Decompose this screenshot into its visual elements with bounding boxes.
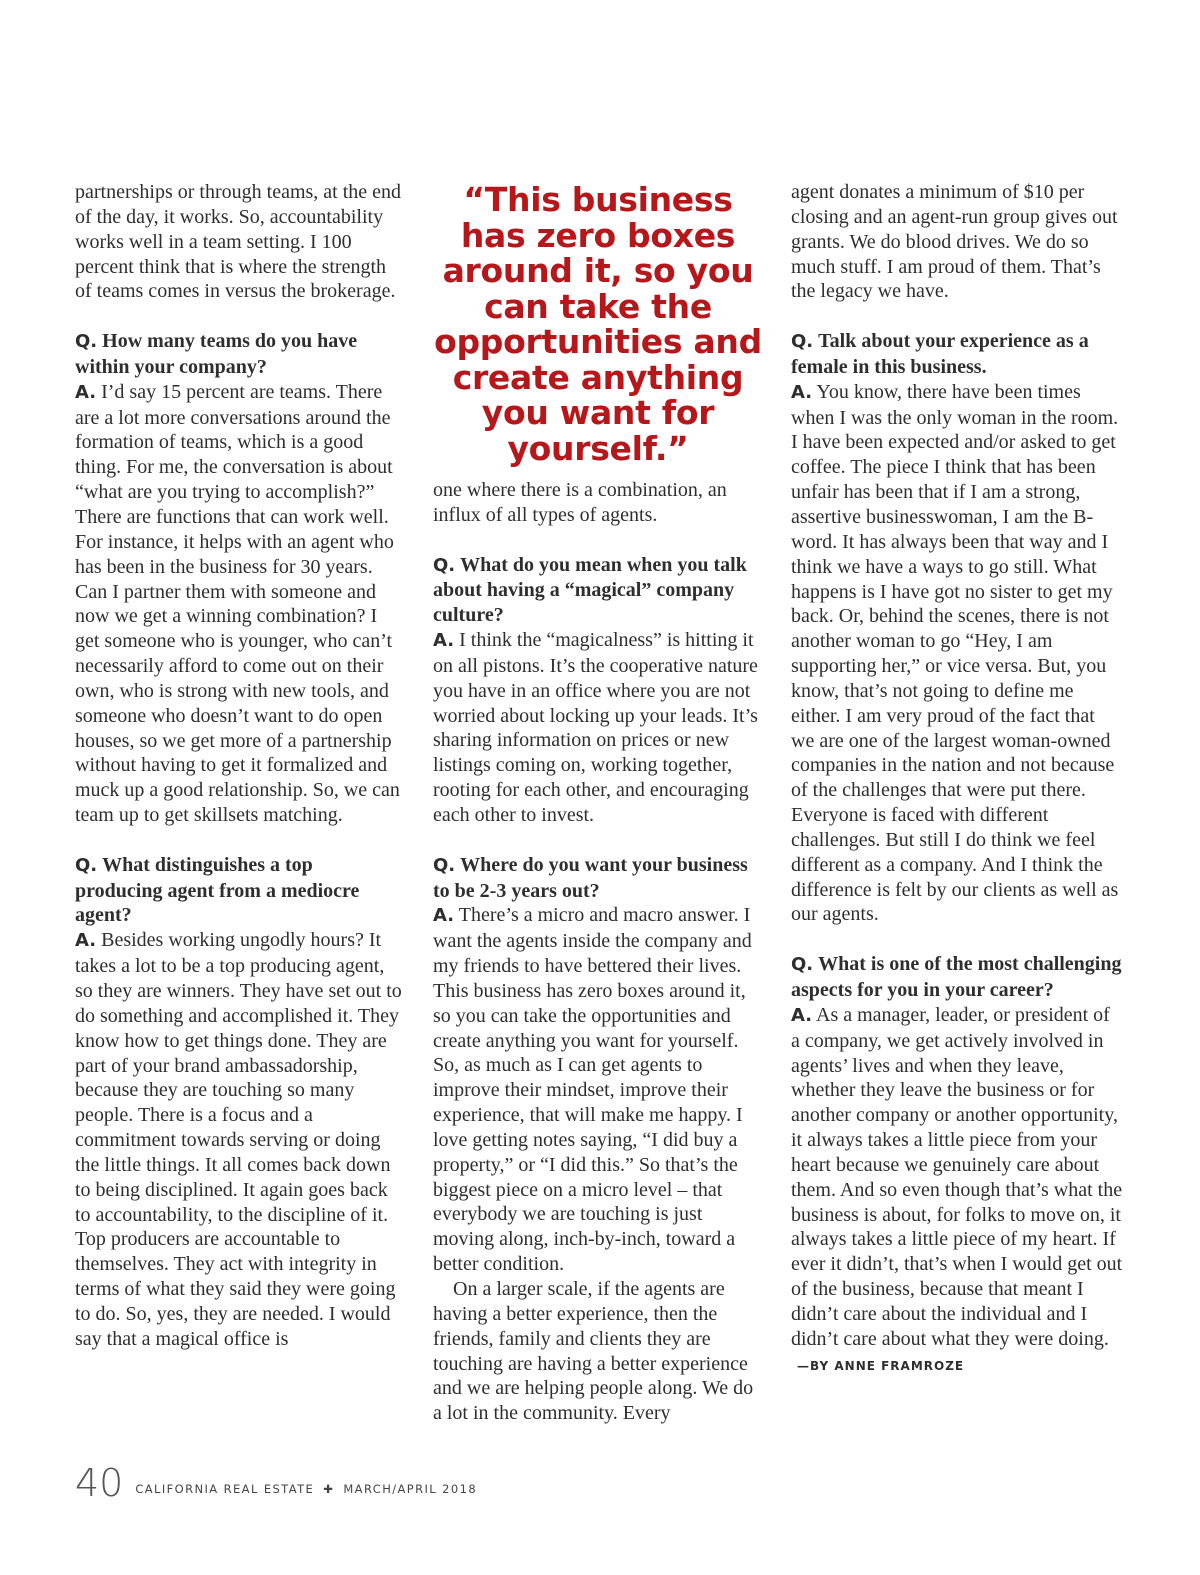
answer-label: A. xyxy=(433,905,455,927)
publication-line xyxy=(135,1482,477,1502)
answer xyxy=(433,628,765,828)
question-label: Q. xyxy=(791,331,814,353)
article-column-3 xyxy=(791,180,1123,1379)
page-footer xyxy=(75,1461,478,1505)
answer-text: There’s a micro and macro answer. I want the agents inside the company and my friends to have bettered their lives. This business has zero boxes around it, so you can take the opportunities and create anything you want for yourself. So, as much as I can get agents to improve their mindset, improve their experience, that will make me happy. I love getting notes saying, “I did buy a property,” or “I did this.” So that’s the biggest piece on a micro level – that everybody we are touching is just moving along, inch-by-inch, toward a better condition. xyxy=(433,904,752,1276)
author-byline: —BY ANNE FRAMROZE xyxy=(797,1358,965,1373)
answer-text: As a manager, leader, or president of a company, we get actively involved in agents’ lives and when they leave, whether they leave the business or for another company or another opportunity, it always takes a little piece from your heart because we genuinely care about them. And so even though that’s what the business is about, for folks to move on, it always takes a little piece of my heart. If ever it didn’t, that’s when I would get out of the business, because that meant I didn’t care about the individual and I didn’t care about what they were doing. xyxy=(791,1003,1123,1350)
answer-label: A. xyxy=(75,381,97,403)
question-label: Q. xyxy=(791,954,814,976)
answer xyxy=(75,928,405,1351)
question xyxy=(75,329,405,380)
question xyxy=(433,853,765,904)
paragraph: one where there is a combination, an influx of all types of agents. xyxy=(433,479,727,526)
question-text: Talk about your experience as a female in this business. xyxy=(791,330,1089,378)
article-column-2 xyxy=(433,478,765,1426)
answer-text: I think the “magicalness” is hitting it on all pistons. It’s the cooperative nature you have in an office where you are not worried about locking up your leads. It’s sharing information on prices or new listings coming on, working together, rooting for each other, and encouraging each other to invest. xyxy=(433,629,758,826)
answer-text: Besides working ungodly hours? It takes a lot to be a top producing agent, so they are winners. They have set out to do something and accomplished it. They know how to get things done. They are part of your brand ambassadorship, because they are touching so many people. There is a focus and a commitment towards serving or doing the little things. It all comes back down to being disciplined. It again goes back to accountability, to the discipline of it. Top producers are accountable to themselves. They act with integrity in terms of what they said they were going to do. So, yes, they are needed. I would say that a magical office is xyxy=(75,929,402,1350)
question xyxy=(791,952,1123,1003)
question xyxy=(433,553,765,629)
article-column-1 xyxy=(75,180,405,1352)
answer-text: You know, there have been times when I was the only woman in the room. I have been expected and/or asked to get coffee. The piece I think that has been unfair has been that if I am a strong, assertive businesswoman, I am the B-word. It has always been that way and I think we have a ways to go still. What happens is I have got no sister to get my back. Or, behind the scenes, there is not another woman to go “Hey, I am supporting her,” or vice versa. But, you know, that’s not going to define me either. I am very proud of the fact that we are one of the largest woman-owned companies in the nation and not because of the challenges that were put there. Everyone is faced with different challenges. But still I do think we feel different as a company. And I think the difference is felt by our clients as well as our agents. xyxy=(791,380,1119,926)
answer xyxy=(791,1003,1123,1379)
paragraph: On a larger scale, if the agents are having a better experience, then the friends, family and clients they are touching are having a better experience and we are helping people along. We do a lot in the community. Every xyxy=(433,1278,754,1425)
question-text: What is one of the most challenging aspects for you in your career? xyxy=(791,953,1122,1001)
answer-label: A. xyxy=(791,1004,813,1026)
question-text: What distinguishes a top producing agent from a mediocre agent? xyxy=(75,853,360,927)
pull-quote-text: “This business has zero boxes around it, so you can take the opportunities and create anything you want for yourself.” xyxy=(434,180,762,468)
answer xyxy=(433,903,765,1277)
answer-label: A. xyxy=(791,381,813,403)
pull-quote xyxy=(428,182,768,466)
publication-name: CALIFORNIA REAL ESTATE xyxy=(135,1482,315,1496)
cross-separator-icon: ✚ xyxy=(323,1482,335,1496)
answer-label: A. xyxy=(433,630,455,652)
answer xyxy=(791,380,1123,928)
question xyxy=(75,853,405,929)
question-label: Q. xyxy=(75,854,98,876)
question-text: How many teams do you have within your company? xyxy=(75,330,358,378)
question-text: What do you mean when you talk about having a “magical” company culture? xyxy=(433,553,747,627)
question-label: Q. xyxy=(433,554,456,576)
question-text: Where do you want your business to be 2-3 years out? xyxy=(433,853,748,902)
issue-date: MARCH/APRIL 2018 xyxy=(343,1482,478,1496)
question-label: Q. xyxy=(75,331,98,353)
question-label: Q. xyxy=(433,854,456,876)
page-number: 40 xyxy=(75,1461,124,1505)
answer-text: I’d say 15 percent are teams. There are a lot more conversations around the formation of teams, which is a good thing. For me, the conversation is about “what are you trying to accomplish?” There are functions that can work well. For instance, it helps with an agent who has been in the business for 30 years. Can I partner them with someone and now we get a winning combination? I get someone who is younger, who can’t necessarily afford to come out on their own, who is strong with new tools, and someone who doesn’t want to do open houses, so we get more of a partnership without having to get it formalized and muck up a good relationship. So, we can team up to get skillsets matching. xyxy=(75,380,400,827)
paragraph: partnerships or through teams, at the end of the day, it works. So, accountability works well in a team setting. I 100 percent think that is where the strength of teams comes in versus the brokerage. xyxy=(75,181,402,303)
answer-label: A. xyxy=(75,930,97,952)
question xyxy=(791,329,1123,380)
paragraph: agent donates a minimum of $10 per closing and an agent-run group gives out grants. We do blood drives. We do so much stuff. I am proud of them. That’s the legacy we have. xyxy=(791,181,1118,303)
answer xyxy=(75,380,405,828)
